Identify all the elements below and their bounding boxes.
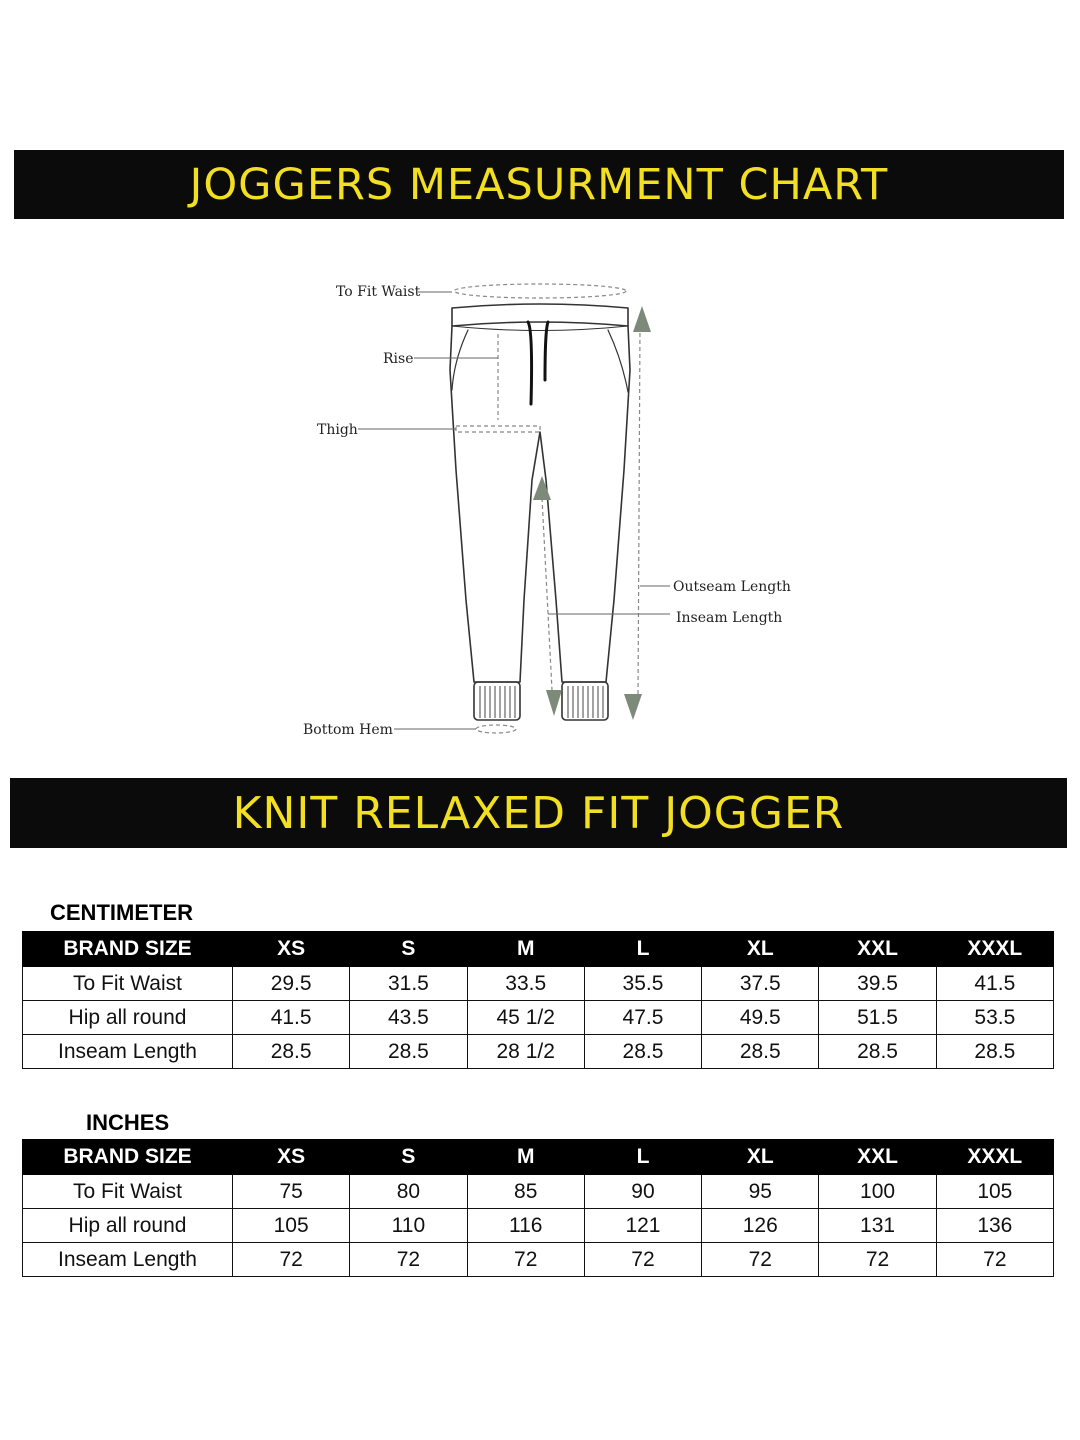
header-cell: XS xyxy=(233,932,350,967)
drawstring-right xyxy=(545,322,548,380)
header-cell: M xyxy=(467,1140,584,1175)
table-cell: 72 xyxy=(819,1243,936,1277)
header-cell: M xyxy=(467,932,584,967)
header-cell: XXL xyxy=(819,932,936,967)
inseam-arrow-up xyxy=(533,476,551,500)
table-cell: 85 xyxy=(467,1175,584,1209)
right-cuff xyxy=(562,682,608,720)
table-cell: 28.5 xyxy=(936,1035,1053,1069)
table-cell: 28.5 xyxy=(584,1035,701,1069)
table-cell: 75 xyxy=(233,1175,350,1209)
table-cell: 47.5 xyxy=(584,1001,701,1035)
pants-outline xyxy=(450,326,630,682)
table-header-row xyxy=(23,1140,1054,1175)
header-cell: XL xyxy=(702,932,819,967)
waist-guide xyxy=(454,284,626,298)
table-cell: 80 xyxy=(350,1175,467,1209)
product-title-banner xyxy=(10,778,1067,848)
table-cell: 110 xyxy=(350,1209,467,1243)
label-rise: Rise xyxy=(383,351,414,367)
left-cuff xyxy=(474,682,520,720)
header-cell: L xyxy=(584,1140,701,1175)
table-cell: 53.5 xyxy=(936,1001,1053,1035)
header-cell: XXL xyxy=(819,1140,936,1175)
table-cell: 100 xyxy=(819,1175,936,1209)
table-cell: 28.5 xyxy=(350,1035,467,1069)
table-cell: 72 xyxy=(350,1243,467,1277)
inches-size-table xyxy=(22,1139,1054,1277)
table-cell: 37.5 xyxy=(702,967,819,1001)
table-cell: 43.5 xyxy=(350,1001,467,1035)
waistband xyxy=(452,304,628,326)
table-cell: 41.5 xyxy=(936,967,1053,1001)
centimeter-size-table xyxy=(22,931,1054,1069)
table-cell: 72 xyxy=(584,1243,701,1277)
table-cell: 33.5 xyxy=(467,967,584,1001)
inseam-arrow-down xyxy=(546,690,562,716)
table-cell: 116 xyxy=(467,1209,584,1243)
header-cell: XXXL xyxy=(936,932,1053,967)
table-cell: 105 xyxy=(936,1175,1053,1209)
row-label: Hip all round xyxy=(23,1209,233,1243)
table-cell: 72 xyxy=(233,1243,350,1277)
table-cell: 39.5 xyxy=(819,967,936,1001)
outseam-arrow-up xyxy=(633,306,651,332)
table-cell: 29.5 xyxy=(233,967,350,1001)
centimeter-table-title: CENTIMETER xyxy=(50,900,193,925)
table-row xyxy=(23,1209,1054,1243)
inches-table-title: INCHES xyxy=(86,1110,170,1135)
table-cell: 51.5 xyxy=(819,1001,936,1035)
outseam-arrow-down xyxy=(624,694,642,720)
table-cell: 41.5 xyxy=(233,1001,350,1035)
chart-title-banner xyxy=(14,150,1064,219)
outseam-guide xyxy=(638,326,640,700)
chart-title: JOGGERS MEASURMENT CHART xyxy=(189,159,889,210)
row-label: Hip all round xyxy=(23,1001,233,1035)
header-cell: S xyxy=(350,1140,467,1175)
hem-guide xyxy=(476,725,516,733)
row-label: To Fit Waist xyxy=(23,1175,233,1209)
label-to-fit-waist: To Fit Waist xyxy=(336,284,421,300)
label-bottom-hem: Bottom Hem xyxy=(303,722,393,738)
table-cell: 121 xyxy=(584,1209,701,1243)
header-cell: BRAND SIZE xyxy=(23,1140,233,1175)
table-cell: 90 xyxy=(584,1175,701,1209)
row-label: Inseam Length xyxy=(23,1035,233,1069)
table-cell: 95 xyxy=(702,1175,819,1209)
table-row xyxy=(23,1001,1054,1035)
table-cell: 45 1/2 xyxy=(467,1001,584,1035)
table-cell: 28.5 xyxy=(819,1035,936,1069)
header-cell: BRAND SIZE xyxy=(23,932,233,967)
table-cell: 28 1/2 xyxy=(467,1035,584,1069)
drawstring-left xyxy=(528,322,532,404)
label-inseam-length: Inseam Length xyxy=(676,610,783,626)
table-cell: 35.5 xyxy=(584,967,701,1001)
table-row xyxy=(23,1175,1054,1209)
table-cell: 105 xyxy=(233,1209,350,1243)
table-cell: 28.5 xyxy=(233,1035,350,1069)
row-label: Inseam Length xyxy=(23,1243,233,1277)
table-row xyxy=(23,1243,1054,1277)
row-label: To Fit Waist xyxy=(23,967,233,1001)
table-cell: 72 xyxy=(702,1243,819,1277)
table-row xyxy=(23,1035,1054,1069)
table-cell: 136 xyxy=(936,1209,1053,1243)
header-cell: S xyxy=(350,932,467,967)
thigh-guide xyxy=(456,426,540,432)
product-title: KNIT RELAXED FIT JOGGER xyxy=(232,787,845,839)
table-cell: 131 xyxy=(819,1209,936,1243)
table-row xyxy=(23,967,1054,1001)
table-cell: 72 xyxy=(936,1243,1053,1277)
table-cell: 72 xyxy=(467,1243,584,1277)
header-cell: XL xyxy=(702,1140,819,1175)
table-cell: 28.5 xyxy=(702,1035,819,1069)
table-cell: 31.5 xyxy=(350,967,467,1001)
table-cell: 49.5 xyxy=(702,1001,819,1035)
label-outseam-length: Outseam Length xyxy=(673,579,791,595)
table-header-row xyxy=(23,932,1054,967)
table-cell: 126 xyxy=(702,1209,819,1243)
label-thigh: Thigh xyxy=(317,422,358,438)
jogger-measurement-diagram xyxy=(0,240,1080,760)
header-cell: L xyxy=(584,932,701,967)
header-cell: XS xyxy=(233,1140,350,1175)
header-cell: XXXL xyxy=(936,1140,1053,1175)
